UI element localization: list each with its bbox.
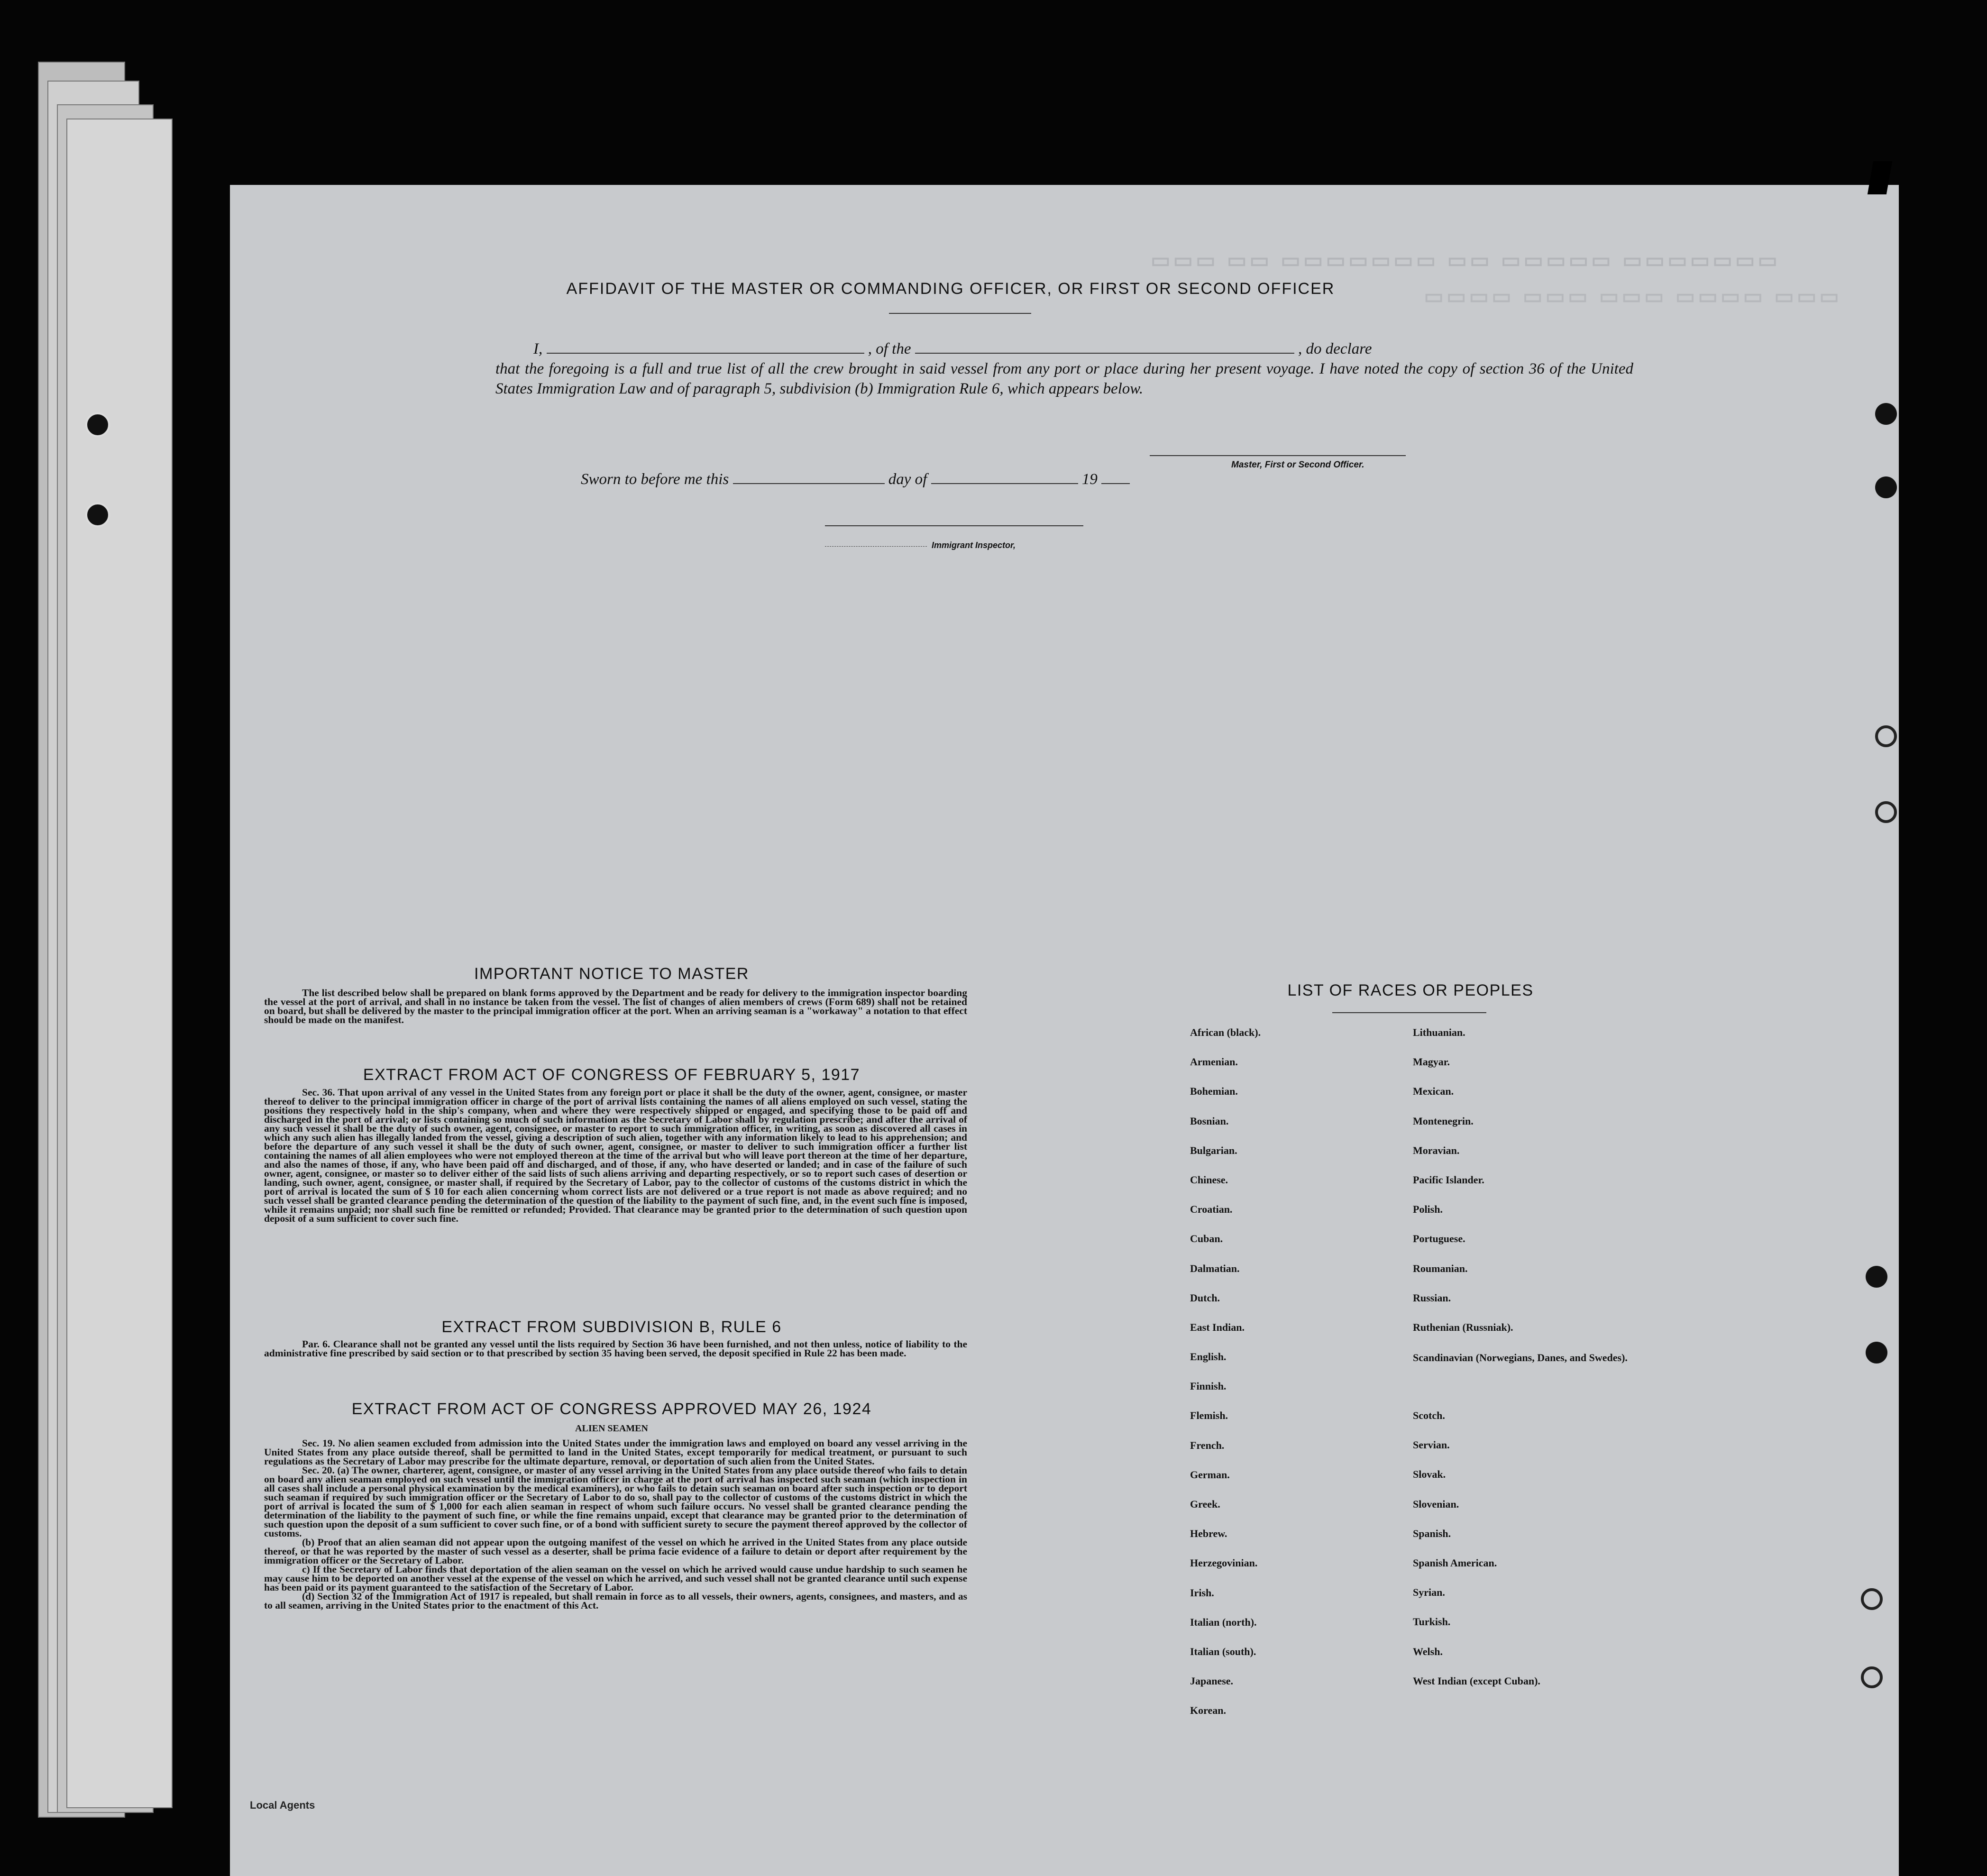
race-item: Syrian. <box>1413 1586 1445 1599</box>
sworn-prefix: Sworn to before me this <box>581 471 729 488</box>
race-item: Lithuanian. <box>1413 1026 1465 1038</box>
race-item: Greek. <box>1190 1498 1220 1510</box>
race-item: Scandinavian (Norwegians, Danes, and Swedes). <box>1413 1352 1628 1364</box>
race-item: Irish. <box>1190 1586 1214 1599</box>
race-item: Mexican. <box>1413 1085 1454 1098</box>
act1917-text: Sec. 36. That upon arrival of any vessel in the United States from any foreign port or place it shall be the duty of the owner, agent, consignee, or master thereof to deliver to the principal immigration officer in charge of the port of arrival lists containing the names of all aliens employed on such vessel, stating the positions they respectively hold in the ship's company, when and where they were respectively shipped or engaged, and specifying those to be paid off and discharged in the port of arrival; or lists containing so much of such information as the Secretary of Labor shall by regulation prescribe; and after the arrival of any such vessel it shall be the duty of such owner, agent, consignee, or master to report to such immigration officer, in writing, as soon as discovered all cases in which any such alien has illegally landed from the vessel, giving a description of such alien, together with any information likely to lead to his apprehension; and before the departure of any such vessel it shall be the duty of such owner, agent, consignee, or master to deliver to such immigration officer a further list containing the names of all alien employees who were not employed thereon at the time of the arrival but who will leave port thereon at the time of her departure, and also the names of those, if any, who have been paid off and discharged, and of those, if any, who have deserted or landed; and in case of the failure of such owner, agent, consignee, or master so to deliver either of the said lists of such aliens arriving and departing respectively, or so to report such cases of desertion or landing, such owner, agent, consignee, or master shall, if required by the Secretary of Labor, pay to the collector of customs of the customs district in which the port of arrival is located the sum of $ 10 for each alien concerning whom correct lists are not delivered or a true report is not made as above required; and no such vessel shall be granted clearance pending the determination of the question of the liability to the payment of such fine, and, in the event such fine is imposed, while it remains unpaid; nor shall such fine be remitted or refunded; Provided. That clearance may be granted prior to the determination of such question upon deposit of a sum sufficient to cover such fine. <box>264 1087 967 1224</box>
race-item: Armenian. <box>1190 1056 1238 1068</box>
document-page <box>230 185 1899 1876</box>
race-item: Welsh. <box>1413 1645 1443 1657</box>
race-item: Herzegovinian. <box>1190 1557 1258 1569</box>
bleed-through-text: ▭▭▭▭ ▭▭▭ ▭▭▭ ▭▭▭▭ ▭▭▭ <box>1424 285 1842 308</box>
sworn-month-blank[interactable] <box>931 483 1078 484</box>
act1924-title: EXTRACT FROM ACT OF CONGRESS APPROVED MAY 26, 1924 <box>351 1400 872 1418</box>
sworn-year-blank[interactable] <box>1101 483 1130 484</box>
race-item: Moravian. <box>1413 1144 1460 1156</box>
act1924-sec19: Sec. 19. No alien seamen excluded from admission into the United States under the immigration laws and employed on board any vessel arriving in the United States from any place outside thereof, shall be permitted to land in the United States, except temporarily for medical treatment, or pursuant to such regulations as the Secretary of Labor may prescribe for the ultimate departure, removal, or deportation of such alien from the United States. <box>264 1437 967 1467</box>
name-blank[interactable] <box>547 353 864 354</box>
race-item: Italian (south). <box>1190 1645 1256 1657</box>
race-item: Portuguese. <box>1413 1233 1465 1245</box>
title-underline <box>889 313 1031 314</box>
race-item: French. <box>1190 1439 1225 1451</box>
corner-mark <box>1868 161 1892 194</box>
inspector-lead-line <box>825 546 927 547</box>
punch-hole <box>1861 1666 1883 1688</box>
affidavit-line1 <box>533 339 1638 360</box>
sworn-day: day of <box>888 471 927 488</box>
race-item: Japanese. <box>1190 1675 1234 1687</box>
race-item: Chinese. <box>1190 1173 1228 1186</box>
race-item: Dutch. <box>1190 1291 1220 1304</box>
sworn-year: 19 <box>1081 471 1098 488</box>
act1917-title: EXTRACT FROM ACT OF CONGRESS OF FEBRUARY 5, 1917 <box>363 1066 861 1084</box>
race-item: West Indian (except Cuban). <box>1413 1675 1540 1687</box>
race-item: Slovak. <box>1413 1468 1446 1481</box>
race-item: Servian. <box>1413 1439 1450 1451</box>
act1924-body <box>264 1439 967 1610</box>
sworn-date-blank[interactable] <box>733 483 885 484</box>
race-item: Montenegrin. <box>1413 1115 1474 1127</box>
race-item: Flemish. <box>1190 1409 1228 1422</box>
punch-hole <box>1875 801 1897 823</box>
notice-text: The list described below shall be prepared on blank forms approved by the Department and be ready for delivery to the immigration inspector boarding the vessel at the port of arrival, and shall in no instance be taken from the vessel. The list of changes of alien members of crews (Form 689) shall not be retained on board, but shall be delivered by the master to the principal immigration officer at the port. When an arriving seaman is a "workaway" a notation to that effect should be made on the manifest. <box>264 987 967 1025</box>
race-item: Pacific Islander. <box>1413 1173 1484 1186</box>
affidavit-title: AFFIDAVIT OF THE MASTER OR COMMANDING OFFICER, OR FIRST OR SECOND OFFICER <box>566 280 1335 298</box>
punch-hole <box>85 503 110 527</box>
race-item: Turkish. <box>1413 1616 1451 1628</box>
punch-hole <box>1875 725 1897 747</box>
race-item: Croatian. <box>1190 1203 1233 1216</box>
signature-line[interactable] <box>1150 455 1406 456</box>
race-item: Polish. <box>1413 1203 1443 1216</box>
race-item: Finnish. <box>1190 1380 1227 1392</box>
left-page-stack <box>38 62 180 1816</box>
punch-hole <box>1861 1588 1883 1610</box>
races-right-column <box>1413 1026 1659 1704</box>
punch-hole <box>1875 476 1897 498</box>
race-item: Magyar. <box>1413 1056 1450 1068</box>
race-item: East Indian. <box>1190 1321 1245 1333</box>
inspector-line[interactable] <box>825 525 1083 526</box>
race-item: English. <box>1190 1351 1227 1363</box>
local-agents-label: Local Agents <box>250 1799 315 1811</box>
sworn-line <box>581 469 1245 489</box>
act1924-subtitle: ALIEN SEAMEN <box>575 1423 648 1434</box>
race-item: Russian. <box>1413 1291 1451 1304</box>
race-item: Korean. <box>1190 1704 1226 1717</box>
race-item: Italian (north). <box>1190 1616 1257 1628</box>
signature-label: Master, First or Second Officer. <box>1231 460 1364 470</box>
stack-sheet <box>66 119 173 1808</box>
vessel-blank[interactable] <box>915 353 1294 354</box>
races-title-underline <box>1332 1012 1486 1013</box>
race-item: Bohemian. <box>1190 1085 1238 1098</box>
races-title: LIST OF RACES OR PEOPLES <box>1287 981 1534 999</box>
punch-hole <box>1866 1342 1887 1364</box>
race-item: Slovenian. <box>1413 1498 1459 1510</box>
race-item: Bosnian. <box>1190 1115 1229 1127</box>
act1924-sec20a: Sec. 20. (a) The owner, charterer, agent, consignee, or master of any vessel arriving in the United States from any place outside thereof who fails to detain on board any alien seaman employed on such vessel until the immigration officer in charge at the port of arrival has inspected such seaman (which inspection in all cases shall include a personal physical examination by the medical examiners), or who fails to detain such seaman on board after such inspection or to deport such seaman if required by such immigration officer or the Secretary of Labor to do so, shall pay to the collector of customs of the customs district in which the port of arrival is located the sum of $ 1,000 for each alien seaman in respect of whom such failure occurs. No vessel shall be granted clearance pending the determination of the liability to the payment of such fine, or while the fine remains unpaid, except that clearance may be granted prior to the determination of such question upon the deposit of a sum sufficient to cover such fine, or of a bond with sufficient surety to secure the payment thereof approved by the collector of customs. <box>264 1464 967 1539</box>
race-item: Spanish. <box>1413 1527 1451 1539</box>
rule6-title: EXTRACT FROM SUBDIVISION B, RULE 6 <box>441 1318 782 1336</box>
punch-hole <box>1875 403 1897 425</box>
race-item: African (black). <box>1190 1026 1261 1038</box>
race-item: Cuban. <box>1190 1233 1223 1245</box>
act1924-sec20d: (d) Section 32 of the Immigration Act of 1917 is repealed, but shall remain in force as to all vessels, their owners, agents, consignees, and masters, and as to all seamen, arriving in the United States prior to the enactment of this Act. <box>264 1591 967 1611</box>
line1-declare: , do declare <box>1298 340 1372 357</box>
bleed-through-text: ▭▭▭ ▭▭ ▭▭▭▭▭▭▭ ▭▭ ▭▭▭▭▭ ▭▭▭▭▭▭▭ <box>1150 252 1780 275</box>
race-item: Scotch. <box>1413 1409 1445 1422</box>
race-item: Dalmatian. <box>1190 1262 1240 1274</box>
notice-title: IMPORTANT NOTICE TO MASTER <box>474 965 749 983</box>
races-left-column <box>1190 1026 1389 1734</box>
inspector-label: Immigrant Inspector, <box>932 540 1016 550</box>
act1924-sec20c: c) If the Secretary of Labor finds that deportation of the alien seaman on the vessel on which he arrived would cause undue hardship to such seamen he may cause him to be deported on another vessel at the expense of the vessel on which he arrived, and such vessel shall not be granted clearance until such expense has been paid or its payment guaranteed to the satisfaction of the Secretary of Labor. <box>264 1564 967 1593</box>
punch-hole <box>1866 1266 1887 1288</box>
rule6-text: Par. 6. Clearance shall not be granted any vessel until the lists required by Section 36 have been furnished, and not then unless, notice of liability to the administrative fine prescribed by said section or to that prescribed by section 35 having been served, the deposit specified in Rule 22 has been made. <box>264 1338 967 1359</box>
race-item: Bulgarian. <box>1190 1144 1237 1156</box>
race-item: Spanish American. <box>1413 1557 1497 1569</box>
race-item: Roumanian. <box>1413 1262 1468 1274</box>
punch-hole <box>85 412 110 437</box>
line1-of-the: , of the <box>868 340 911 357</box>
act1924-sec20b: (b) Proof that an alien seaman did not appear upon the outgoing manifest of the vessel on which he arrived in the United States from any place outside thereof, or that he was reported by the master of such vessel as a deserter, shall be prima facie evidence of a failure to detain or deport after requirement by the immigration officer or the Secretary of Labor. <box>264 1537 967 1566</box>
line1-i: I, <box>533 340 543 357</box>
race-item: German. <box>1190 1468 1230 1481</box>
affidavit-paragraph: that the foregoing is a full and true list of all the crew brought in said vessel from any port or place during her present voyage. I have noted the copy of section 36 of the United States Immigration Law and of paragraph 5, subdivision (b) Immigration Rule 6, which appears below. <box>495 360 1633 397</box>
race-item: Hebrew. <box>1190 1528 1227 1540</box>
race-item: Ruthenian (Russniak). <box>1413 1321 1513 1333</box>
